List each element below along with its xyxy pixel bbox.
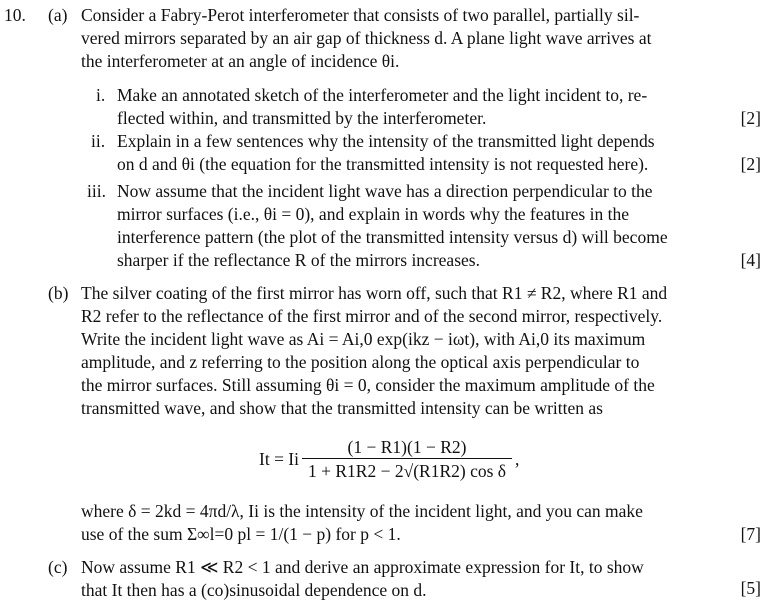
- part-a-text: [81, 4, 652, 73]
- equation-lhs: It = Ii: [259, 448, 299, 469]
- part-b-marks: [7]: [740, 524, 761, 544]
- item-iii-label: iii.: [87, 181, 106, 201]
- item-i-marks: [2]: [740, 108, 761, 128]
- item-i-line: Make an annotated sketch of the interferometer and the light incident to, re-: [117, 85, 648, 105]
- part-b-line: Write the incident light wave as Ai = Ai,0 exp(ikz − iωt), with Ai,0 its maximum: [81, 329, 646, 349]
- part-a-label: (a): [48, 5, 68, 25]
- equation-fraction: [302, 436, 512, 483]
- part-c-text: [81, 556, 644, 602]
- item-iii-marks: [4]: [740, 250, 761, 270]
- part-b-line: The silver coating of the first mirror has worn off, such that R1 ≠ R2, where R1 and: [81, 283, 668, 303]
- part-a-line: vered mirrors separated by an air gap of thickness d. A plane light wave arrives at: [81, 28, 652, 48]
- item-iii-text: [117, 180, 668, 272]
- item-i-line: flected within, and transmitted by the interferometer.: [117, 108, 487, 128]
- part-b-text: [81, 282, 667, 420]
- equation-numerator: (1 − R1)(1 − R2): [347, 436, 467, 457]
- item-ii-line: on d and θi (the equation for the transmitted intensity is not requested here).: [117, 154, 649, 174]
- part-b-line: transmitted wave, and show that the transmitted intensity can be written as: [81, 398, 603, 418]
- transmitted-intensity-equation: [259, 434, 519, 484]
- item-ii-label: ii.: [91, 131, 106, 151]
- part-a-line: the interferometer at an angle of incidence θi.: [81, 51, 400, 71]
- item-iii-line: mirror surfaces (i.e., θi = 0), and explain in words why the features in the: [117, 204, 629, 224]
- part-b-after-text: [81, 500, 643, 546]
- part-c-marks: [5]: [740, 578, 761, 598]
- part-c-label: (c): [48, 557, 68, 577]
- item-i-label: i.: [96, 85, 106, 105]
- equation-denominator: 1 + R1R2 − 2√(R1R2) cos δ: [308, 460, 507, 481]
- part-b-label: (b): [48, 283, 69, 303]
- part-b-line: R2 refer to the reflectance of the first mirror and of the second mirror, respectively.: [81, 306, 663, 326]
- part-b-after-line: use of the sum Σ∞l=0 pl = 1/(1 − p) for p < 1.: [81, 524, 401, 544]
- item-ii-line: Explain in a few sentences why the intensity of the transmitted light depends: [117, 131, 655, 151]
- item-ii-marks: [2]: [740, 154, 761, 174]
- item-i-text: [117, 84, 647, 130]
- part-b-after-line: where δ = 2kd = 4πd/λ, Ii is the intensity of the incident light, and you can make: [81, 501, 643, 521]
- part-b-line: amplitude, and z referring to the position along the optical axis perpendicular to: [81, 352, 640, 372]
- part-a-line: Consider a Fabry-Perot interferometer that consists of two parallel, partially sil-: [81, 5, 640, 25]
- question-number: 10.: [4, 5, 26, 25]
- part-c-line: that It then has a (co)sinusoidal dependence on d.: [81, 580, 427, 600]
- item-iii-line: interference pattern (the plot of the transmitted intensity versus d) will become: [117, 227, 668, 247]
- item-iii-line: Now assume that the incident light wave has a direction perpendicular to the: [117, 181, 653, 201]
- item-iii-line: sharper if the reflectance R of the mirrors increases.: [117, 250, 480, 270]
- item-ii-text: [117, 130, 655, 176]
- part-c-line: Now assume R1 ≪ R2 < 1 and derive an approximate expression for It, to show: [81, 557, 644, 577]
- part-b-line: the mirror surfaces. Still assuming θi = 0, consider the maximum amplitude of the: [81, 375, 655, 395]
- equation-trailing-comma: ,: [515, 448, 520, 469]
